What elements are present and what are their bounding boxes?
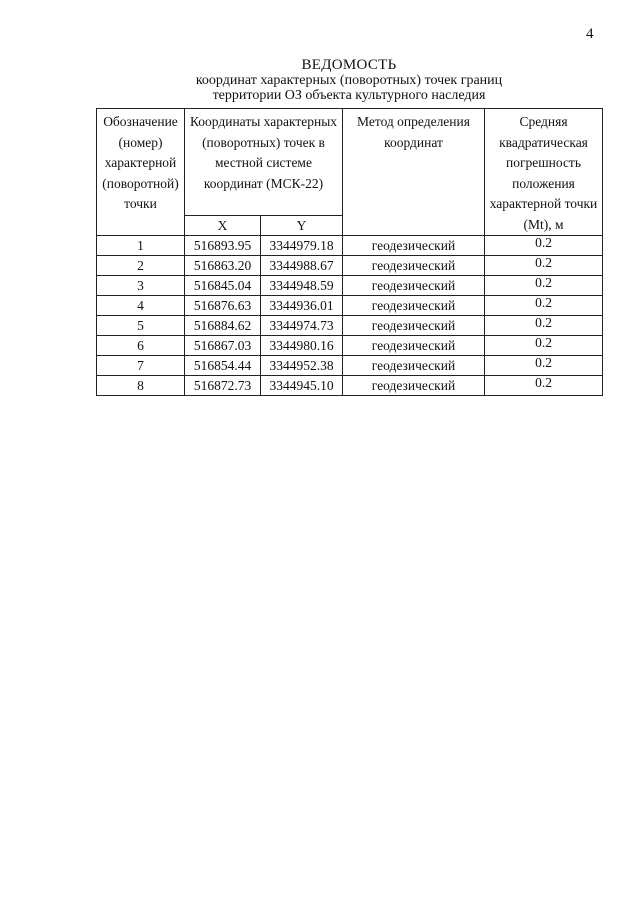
cell-y: 3344980.16 [261,336,343,356]
header-coordinates: Координаты характерных (поворотных) точек в местной системе координат (МСК-22) [185,109,343,216]
cell-point-id: 1 [97,236,185,256]
header-y: Y [261,216,343,236]
cell-accuracy: 0.2 [485,336,603,356]
table-row [97,356,603,376]
cell-accuracy: 0.2 [485,296,603,316]
cell-y: 3344948.59 [261,276,343,296]
cell-y: 3344945.10 [261,376,343,396]
table-header [97,109,603,236]
cell-point-id: 5 [97,316,185,336]
cell-method: геодезический [343,276,485,296]
cell-y: 3344979.18 [261,236,343,256]
header-point-id: Обозначение (номер) характерной (поворотной) точки [97,109,185,236]
cell-method: геодезический [343,256,485,276]
document-title [96,58,602,103]
cell-point-id: 8 [97,376,185,396]
cell-accuracy: 0.2 [485,316,603,336]
table-body [97,236,603,396]
table-row [97,236,603,256]
cell-accuracy: 0.2 [485,376,603,396]
cell-x: 516876.63 [185,296,261,316]
title-line-3: территории ОЗ объекта культурного наследия [212,88,486,103]
header-x: X [185,216,261,236]
page-number: 4 [586,26,594,42]
cell-accuracy: 0.2 [485,256,603,276]
cell-x: 516854.44 [185,356,261,376]
title-line-2: координат характерных (поворотных) точек границ [195,73,503,88]
cell-x: 516884.62 [185,316,261,336]
cell-x: 516845.04 [185,276,261,296]
cell-point-id: 7 [97,356,185,376]
table-row [97,256,603,276]
cell-method: геодезический [343,316,485,336]
cell-accuracy: 0.2 [485,236,603,256]
cell-y: 3344936.01 [261,296,343,316]
cell-y: 3344952.38 [261,356,343,376]
cell-point-id: 3 [97,276,185,296]
table-row [97,376,603,396]
cell-x: 516867.03 [185,336,261,356]
cell-method: геодезический [343,236,485,256]
cell-accuracy: 0.2 [485,356,603,376]
header-accuracy: Средняя квадратическая погрешность положения характерной точки (Mt), м [485,109,603,236]
cell-x: 516872.73 [185,376,261,396]
table-row [97,296,603,316]
title-heading: ВЕДОМОСТЬ [301,57,397,73]
table-row [97,316,603,336]
cell-point-id: 2 [97,256,185,276]
cell-accuracy: 0.2 [485,276,603,296]
cell-y: 3344988.67 [261,256,343,276]
header-method: Метод определения координат [343,109,485,236]
cell-method: геодезический [343,296,485,316]
cell-y: 3344974.73 [261,316,343,336]
cell-x: 516863.20 [185,256,261,276]
cell-point-id: 6 [97,336,185,356]
cell-method: геодезический [343,336,485,356]
cell-method: геодезический [343,356,485,376]
table-row [97,336,603,356]
table-row [97,276,603,296]
cell-x: 516893.95 [185,236,261,256]
cell-point-id: 4 [97,296,185,316]
cell-method: геодезический [343,376,485,396]
coordinates-table [96,108,603,396]
